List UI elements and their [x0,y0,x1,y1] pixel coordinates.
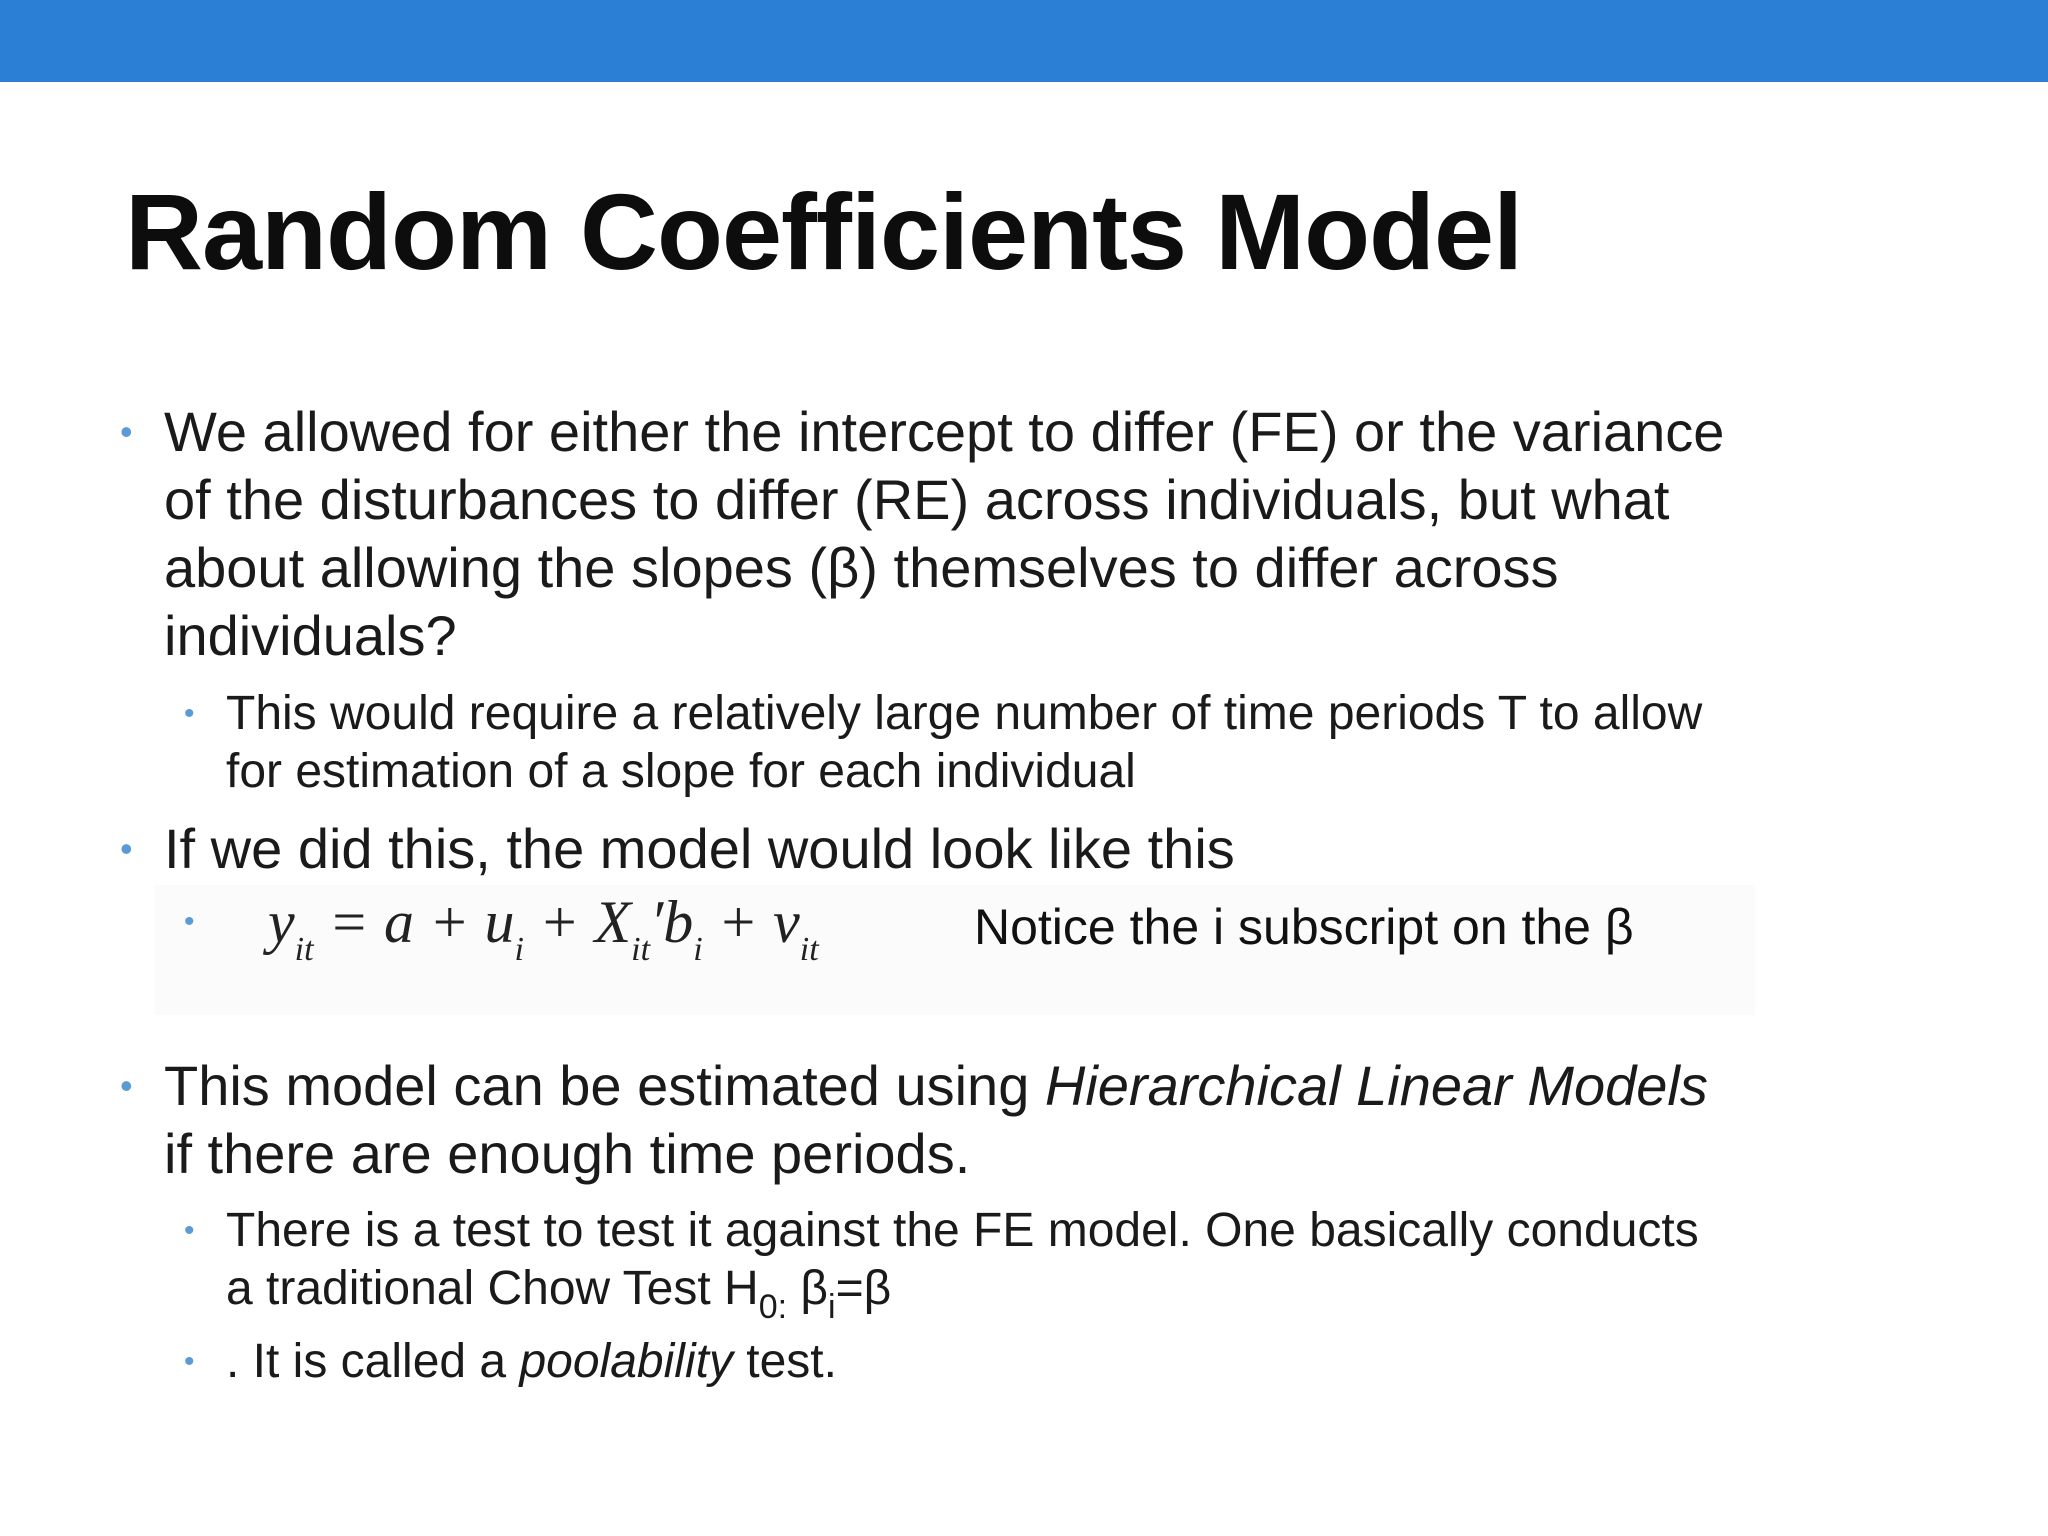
eq-y-subscript: it [294,931,314,968]
eq-beta: b [663,889,694,955]
bullet-dot-icon: • [120,828,133,869]
equation-note: Notice the i subscript on the β [974,899,1634,955]
eq-prime: ′ [650,889,664,955]
bullet-3 [120,1052,1944,1188]
eq-u-subscript: i [514,931,524,968]
poolability-text-after: test. [732,1335,837,1388]
bullet-1-sub [184,685,1926,801]
chow-test-text: a traditional Chow Test H [226,1262,759,1315]
bullet-dot-icon: • [120,411,133,452]
bullet-3-sub-2 [184,1333,1926,1391]
bullet-1-line-3: about allowing the slopes (β) themselves to differ across [164,536,1559,599]
eq-y: y [268,889,295,955]
bullet-3-italic-term: Hierarchical Linear Models [1044,1054,1708,1117]
bullet-3-line-2: if there are enough time periods. [164,1122,971,1185]
bullet-dot-icon: • [120,1065,133,1106]
bullet-1-line-2: of the disturbances to differ (RE) across individuals, but what [164,468,1670,531]
bullet-dot-icon: • [184,697,195,730]
eq-plus: + [702,889,774,955]
bullet-1-line-1: We allowed for either the intercept to differ (FE) or the variance [164,400,1725,463]
beta-symbol: β [787,1262,829,1315]
h0-subscript: 0: [758,1288,788,1326]
bullet-3-sub-1 [184,1202,1926,1336]
poolability-text-before: . It is called a [226,1335,520,1388]
bullet-3-line-1 [164,1052,1944,1120]
slide-title: Random Coefficients Model [125,171,1523,292]
bullet-3-sub-2-line [226,1333,1926,1391]
header-accent-bar [0,0,2048,82]
eq-equals: = [313,889,385,955]
bullet-2-text: If we did this, the model would look like this [164,817,1235,880]
model-equation [268,888,819,969]
bullet-2 [120,815,1944,883]
bullet-3-sub-1-line-2 [226,1260,1926,1336]
equals-beta: =β [835,1262,892,1315]
poolability-term: poolability [519,1335,733,1388]
bullet-1-sub-line-2: for estimation of a slope for each individual [226,745,1136,798]
eq-plus: + [414,889,485,955]
eq-beta-subscript: i [693,931,703,968]
eq-alpha: a [384,889,415,955]
eq-v-subscript: it [799,931,819,968]
bullet-1-line-4: individuals? [164,604,457,667]
eq-plus: + [524,889,595,955]
eq-u: u [484,889,515,955]
bullet-3-text: This model can be estimated using [164,1054,1045,1117]
bullet-dot-icon: • [184,1214,195,1247]
eq-x-subscript: it [631,931,651,968]
eq-v: v [773,889,800,955]
bullet-1-sub-line-1: This would require a relatively large number of time periods T to allow [226,687,1703,740]
eq-x: X [594,889,632,955]
bullet-1 [120,398,1944,670]
bullet-dot-icon: • [184,905,195,938]
bullet-dot-icon: • [184,1345,195,1378]
beta-i-subscript: i [828,1288,836,1326]
bullet-3-sub-1-line-1: There is a test to test it against the FE model. One basically conducts [226,1204,1699,1257]
